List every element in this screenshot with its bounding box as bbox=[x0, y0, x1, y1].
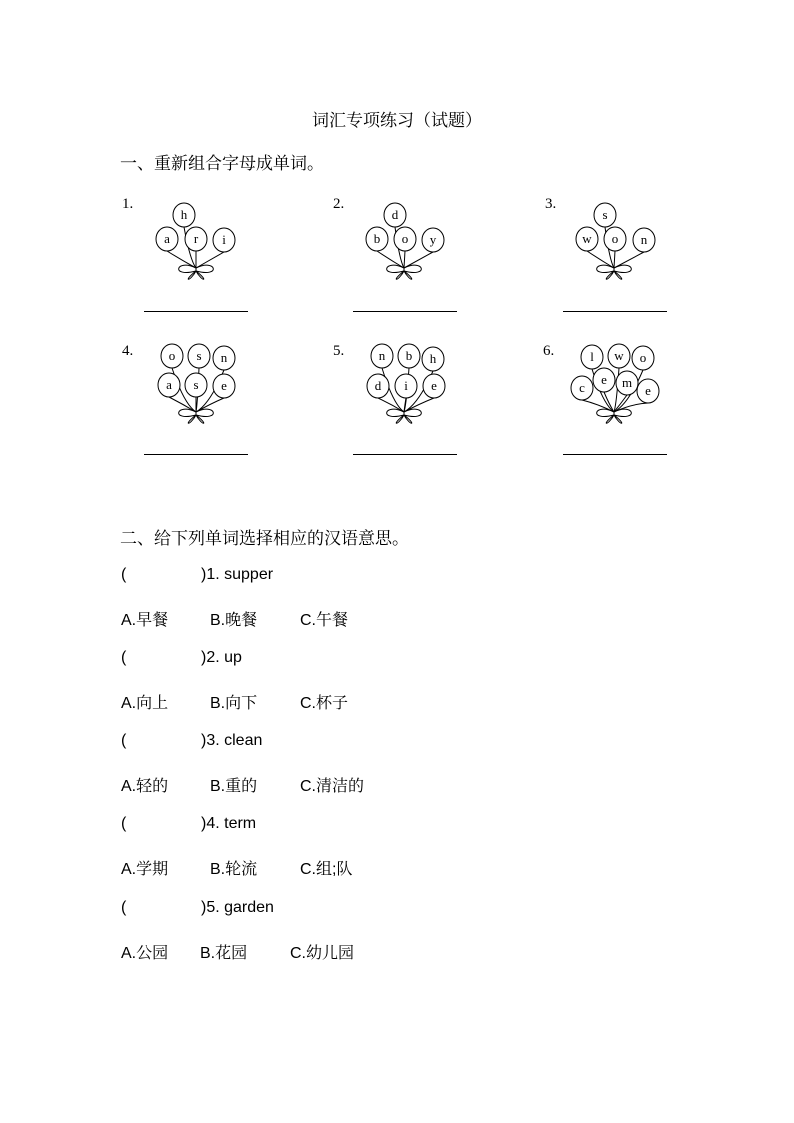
ribbon-bow-right bbox=[404, 409, 421, 423]
option-c[interactable]: C.杯子 bbox=[300, 695, 349, 712]
question-paren: ( bbox=[121, 566, 127, 583]
balloon-letter: o bbox=[168, 348, 176, 363]
option-b[interactable]: B.轮流 bbox=[210, 861, 258, 878]
question-paren: ( bbox=[121, 732, 127, 749]
answer-line[interactable] bbox=[563, 311, 667, 312]
balloon-letter: e bbox=[645, 383, 651, 398]
option-a[interactable]: A.公园 bbox=[121, 945, 169, 962]
balloon-letter: r bbox=[193, 231, 199, 246]
ribbon-bow-right bbox=[196, 409, 213, 423]
balloon-letter: d bbox=[391, 207, 399, 222]
balloon-letter: n bbox=[220, 350, 228, 365]
option-b[interactable]: B.向下 bbox=[210, 695, 258, 712]
balloon-letter: o bbox=[611, 231, 619, 246]
question-paren: ( bbox=[121, 649, 127, 666]
option-a[interactable]: A.向上 bbox=[121, 695, 169, 712]
balloon-letter: w bbox=[582, 231, 592, 246]
balloon-letter: s bbox=[193, 377, 199, 392]
balloon-letter: i bbox=[404, 378, 408, 393]
balloon-letter: a bbox=[164, 231, 170, 246]
option-a[interactable]: A.早餐 bbox=[121, 612, 169, 629]
ribbon-bow-left bbox=[179, 409, 196, 423]
balloon-letter: b bbox=[373, 231, 381, 246]
item-number: 4. bbox=[122, 343, 134, 359]
balloon-bouquet-6 bbox=[562, 340, 670, 428]
ribbon-bow-left bbox=[179, 265, 196, 279]
answer-line[interactable] bbox=[144, 311, 248, 312]
balloon-letter: m bbox=[621, 375, 633, 390]
balloon-letter: l bbox=[590, 349, 594, 364]
question-stem: )4. term bbox=[201, 815, 257, 832]
balloon-letter: h bbox=[180, 207, 188, 222]
balloon-letter: e bbox=[601, 372, 607, 387]
balloon-letter: d bbox=[374, 378, 382, 393]
question-stem: )5. garden bbox=[201, 899, 274, 916]
balloon-letter: h bbox=[429, 351, 437, 366]
balloon-letter: o bbox=[401, 231, 409, 246]
balloon-letter: e bbox=[431, 378, 437, 393]
question-stem: )3. clean bbox=[201, 732, 263, 749]
balloon-bouquet-2 bbox=[358, 198, 454, 282]
balloon-letter: b bbox=[405, 348, 413, 363]
question-stem: )2. up bbox=[201, 649, 242, 666]
ribbon-bow-left bbox=[387, 409, 404, 423]
balloon-letter: w bbox=[614, 348, 624, 363]
ribbon-bow-left bbox=[387, 265, 404, 279]
ribbon-bow-right bbox=[404, 265, 421, 279]
balloon-letter: n bbox=[378, 348, 386, 363]
ribbon-bow-right bbox=[196, 265, 213, 279]
option-b[interactable]: B.重的 bbox=[210, 778, 258, 795]
option-a[interactable]: A.学期 bbox=[121, 861, 169, 878]
answer-line[interactable] bbox=[353, 454, 457, 455]
ribbon-bow-left bbox=[597, 265, 614, 279]
item-number: 2. bbox=[333, 196, 345, 212]
balloon-bouquet-5 bbox=[358, 340, 454, 428]
option-b[interactable]: B.花园 bbox=[200, 945, 248, 962]
item-number: 1. bbox=[122, 196, 134, 212]
balloon-bouquet-4 bbox=[150, 340, 246, 428]
balloon-bouquet-1 bbox=[150, 198, 246, 282]
option-a[interactable]: A.轻的 bbox=[121, 778, 169, 795]
balloon-bouquet-3 bbox=[568, 198, 664, 282]
option-c[interactable]: C.清洁的 bbox=[300, 778, 365, 795]
balloon-string bbox=[614, 251, 615, 268]
balloon-letter: y bbox=[429, 232, 437, 247]
answer-line[interactable] bbox=[563, 454, 667, 455]
section2-heading: 二、给下列单词选择相应的汉语意思。 bbox=[120, 529, 409, 549]
question-paren: ( bbox=[121, 899, 127, 916]
answer-line[interactable] bbox=[144, 454, 248, 455]
item-number: 6. bbox=[543, 343, 555, 359]
ribbon-bow-right bbox=[614, 265, 631, 279]
page-title: 词汇专项练习（试题） bbox=[312, 111, 482, 131]
item-number: 3. bbox=[545, 196, 557, 212]
balloon-letter: c bbox=[579, 380, 585, 395]
balloon-letter: o bbox=[639, 350, 647, 365]
balloon-letter: e bbox=[221, 378, 227, 393]
balloon-letter: i bbox=[222, 232, 226, 247]
balloon-letter: a bbox=[166, 377, 172, 392]
section1-heading: 一、重新组合字母成单词。 bbox=[120, 154, 324, 174]
item-number: 5. bbox=[333, 343, 345, 359]
option-b[interactable]: B.晚餐 bbox=[210, 612, 258, 629]
option-c[interactable]: C.组;队 bbox=[300, 861, 353, 878]
question-stem: )1. supper bbox=[201, 566, 274, 583]
balloon-letter: s bbox=[602, 207, 608, 222]
balloon-letter: n bbox=[640, 232, 648, 247]
option-c[interactable]: C.午餐 bbox=[300, 612, 349, 629]
option-c[interactable]: C.幼儿园 bbox=[290, 945, 355, 962]
balloon-string bbox=[404, 251, 405, 268]
balloon-letter: s bbox=[196, 348, 202, 363]
ribbon-bow-left bbox=[597, 409, 614, 423]
ribbon-bow-right bbox=[614, 409, 631, 423]
answer-line[interactable] bbox=[353, 311, 457, 312]
question-paren: ( bbox=[121, 815, 127, 832]
